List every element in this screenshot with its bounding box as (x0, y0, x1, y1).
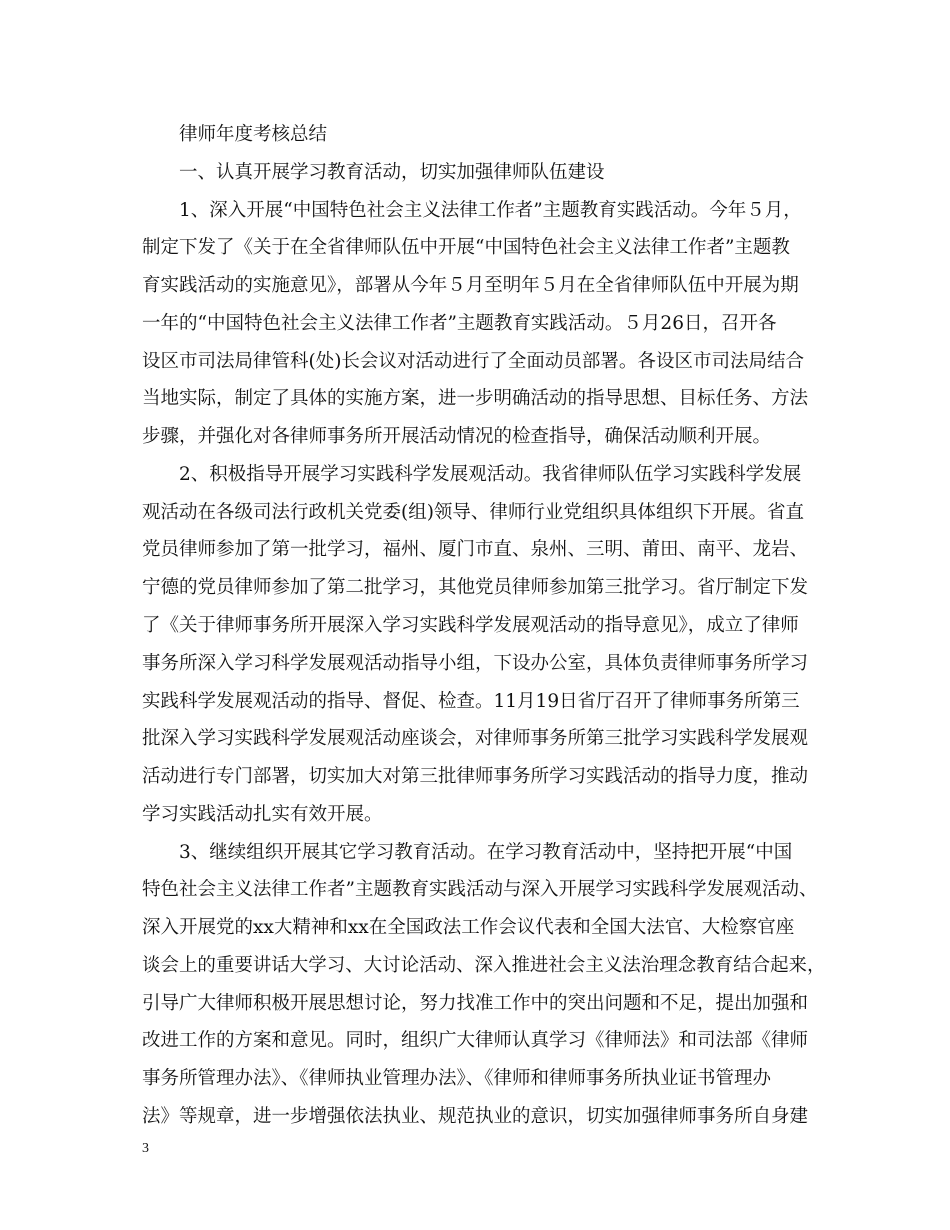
paragraph-3-line: 3、继续组织开展其它学习教育活动。在学习教育活动中，坚持把开展“中国 (179, 842, 793, 863)
paragraph-3-line: 谈会上的重要讲话大学习、大讨论活动、深入推进社会主义法治理念教育结合起来， (142, 955, 826, 976)
paragraph-2-line: 批深入学习实践科学发展观活动座谈会，对律师事务所第三批学习实践科学发展观 (142, 728, 809, 749)
paragraph-3-line: 法》等规章，进一步增强依法执业、规范执业的意识，切实加强律师事务所自身建 (142, 1106, 809, 1127)
paragraph-2-line: 学习实践活动扎实有效开展。 (142, 804, 383, 825)
paragraph-1-line: 当地实际，制定了具体的实施方案，进一步明确活动的指导思想、目标任务、方法 (142, 388, 809, 409)
paragraph-2-line: 观活动在各级司法行政机关党委(组)领导、律师行业党组织具体组织下开展。省直 (142, 502, 804, 523)
paragraph-1-line: 制定下发了《关于在全省律师队伍中开展“中国特色社会主义法律工作者”主题教 (142, 237, 790, 258)
paragraph-1-line: 一年的“中国特色社会主义法律工作者”主题教育实践活动。５月26日，召开各 (142, 313, 777, 334)
page-number: 3 (142, 1141, 149, 1156)
paragraph-2-line: 了《关于律师事务所开展深入学习实践科学发展观活动的指导意见》，成立了律师 (142, 615, 799, 636)
paragraph-3-line: 深入开展党的xx大精神和xx在全国政法工作会议代表和全国大法官、大检察官座 (142, 917, 795, 938)
paragraph-2-line: 活动进行专门部署，切实加大对第三批律师事务所学习实践活动的指导力度，推动 (142, 766, 809, 787)
paragraph-1-line: 育实践活动的实施意见》，部署从今年５月至明年５月在全省律师队伍中开展为期 (142, 275, 799, 296)
paragraph-1-line: 1、深入开展“中国特色社会主义法律工作者”主题教育实践活动。今年５月， (179, 200, 802, 221)
paragraph-3-line: 事务所管理办法》、《律师执业管理办法》、《律师和律师事务所执业证书管理办 (142, 1068, 772, 1089)
document-title: 律师年度考核总结 (179, 124, 328, 145)
paragraph-2-line: 党员律师参加了第一批学习，福州、厦门市直、泉州、三明、莆田、南平、龙岩、 (142, 539, 809, 560)
section-heading: 一、认真开展学习教育活动，切实加强律师队伍建设 (179, 162, 605, 183)
paragraph-2-line: 事务所深入学习科学发展观活动指导小组，下设办公室，具体负责律师事务所学习 (142, 653, 809, 674)
paragraph-3-line: 改进工作的方案和意见。同时，组织广大律师认真学习《律师法》和司法部《律师 (142, 1030, 809, 1051)
paragraph-2-line: 宁德的党员律师参加了第二批学习，其他党员律师参加第三批学习。省厅制定下发 (142, 577, 809, 598)
paragraph-1-line: 设区市司法局律管科(处)长会议对活动进行了全面动员部署。各设区市司法局结合 (142, 351, 804, 372)
paragraph-2-line: 实践科学发展观活动的指导、督促、检查。11月19日省厅召开了律师事务所第三 (142, 691, 800, 712)
paragraph-1-line: 步骤，并强化对各律师事务所开展活动情况的检查指导，确保活动顺利开展。 (142, 426, 772, 447)
paragraph-3-line: 特色社会主义法律工作者”主题教育实践活动与深入开展学习实践科学发展观活动、 (142, 879, 818, 900)
paragraph-2-line: 2、积极指导开展学习实践科学发展观活动。我省律师队伍学习实践科学发展 (179, 464, 802, 485)
paragraph-3-line: 引导广大律师积极开展思想讨论，努力找准工作中的突出问题和不足，提出加强和 (142, 993, 809, 1014)
